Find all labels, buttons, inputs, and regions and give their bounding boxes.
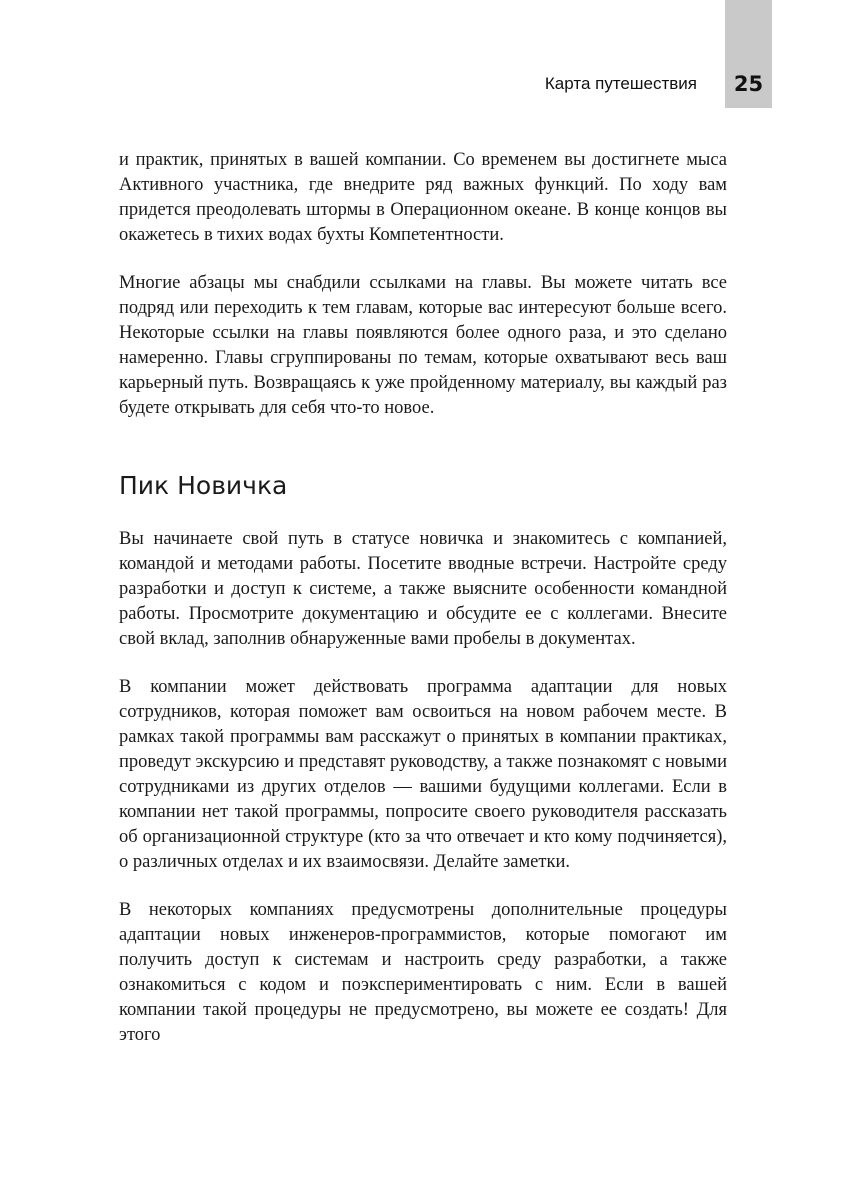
body-paragraph: и практик, принятых в вашей компании. Со временем вы достигнете мыса Активного участника, где внедрите ряд важных функций. По ходу вам придется преодолевать штормы в Операционном океане. В конце концов вы окажетесь в тихих водах бухты Компетентности. xyxy=(119,150,727,245)
section-heading: Пик Новичка xyxy=(119,471,288,500)
running-header-title: Карта путешествия xyxy=(544,74,697,93)
body-paragraph: Вы начинаете свой путь в статусе новичка и знакомитесь с компанией, командой и методами работы. Посетите вводные встречи. Настройте среду разработки и доступ к системе, а также выясните особенности командной работы. Просмотрите документацию и обсудите ее с коллегами. Внесите свой вклад, заполнив обнаруженные вами пробелы в документах. xyxy=(119,529,727,649)
body-paragraph: В компании может действовать программа адаптации для новых сотрудников, которая поможет вам освоиться на новом рабочем месте. В рамках такой программы вам расскажут о принятых в компании практиках, проведут экскурсию и представят руководству, а также познакомят с новыми сотрудниками из других отделов — вашими будущими коллегами. Если в компании нет такой программы, попросите своего руководителя рассказать об организационной структуре (кто за что отвечает и кто кому подчиняется), о различных отделах и их взаимосвязи. Делайте заметки. xyxy=(119,677,727,872)
page-body xyxy=(119,148,727,1048)
body-paragraph: В некоторых компаниях предусмотрены дополнительные процедуры адаптации новых инженеров-программистов, которые помогают им получить доступ к системам и настроить среду разработки, а также ознакомиться с кодом и поэкспериментировать с ним. Если в вашей компании такой процедуры не предусмотрено, вы можете ее создать! Для этого xyxy=(119,900,727,1045)
page-number: 25 xyxy=(733,72,764,96)
body-paragraph: Многие абзацы мы снабдили ссылками на главы. Вы можете читать все подряд или переходить к тем главам, которые вас интересуют больше всего. Некоторые ссылки на главы появляются более одного раза, и это сделано намеренно. Главы сгруппированы по темам, которые охватывают весь ваш карьерный путь. Возвращаясь к уже пройденному материалу, вы каждый раз будете открывать для себя что-то новое. xyxy=(119,273,727,418)
